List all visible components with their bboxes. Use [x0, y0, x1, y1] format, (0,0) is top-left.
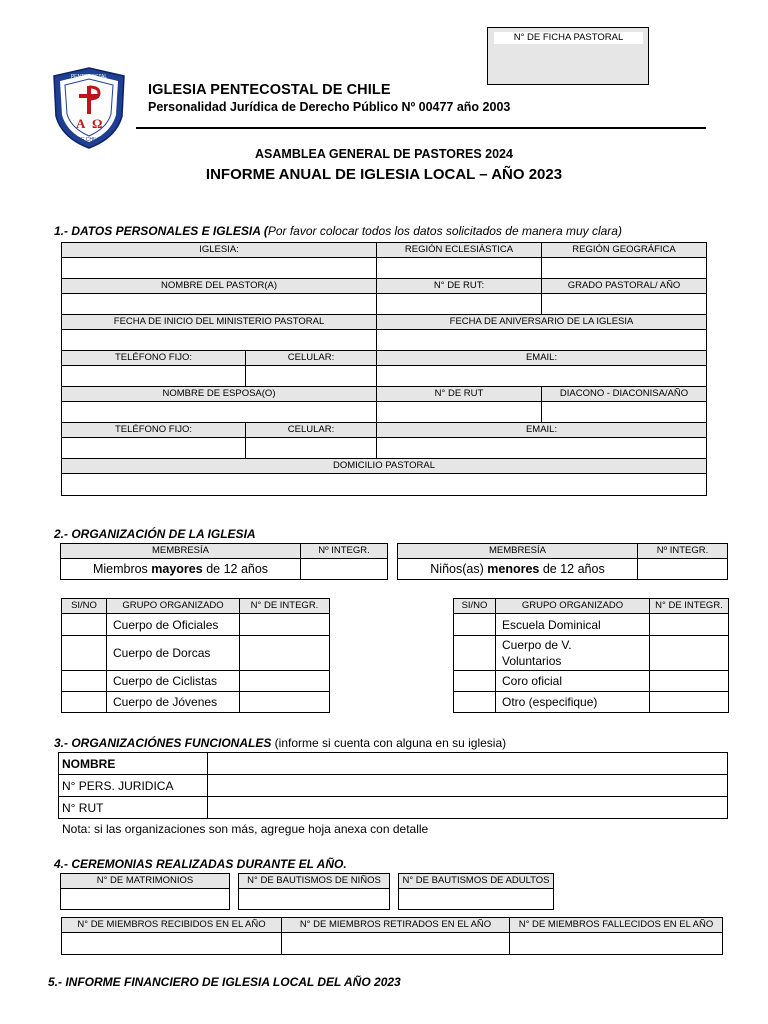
logo-alpha: A: [76, 116, 86, 131]
bautismos-adultos-label: N° DE BAUTISMOS DE ADULTOS: [399, 874, 554, 889]
membresia-label-2: MEMBRESÍA: [398, 544, 638, 559]
group-name: Otro (especifique): [496, 692, 650, 713]
assembly-title: ASAMBLEA GENERAL DE PASTORES 2024: [255, 147, 513, 161]
region-geografica-label: REGIÓN GEOGRÁFICA: [542, 243, 707, 258]
group-name: Cuerpo de Ciclistas: [107, 671, 240, 692]
group-name: Coro oficial: [496, 671, 650, 692]
telefono-label: TELÉFONO FIJO:: [62, 351, 246, 366]
section1-title: 1.- DATOS PERSONALES E IGLESIA (: [54, 224, 268, 238]
domicilio-field[interactable]: [62, 474, 707, 496]
sino-field[interactable]: [62, 636, 107, 671]
menores-row: Niños(as) menores de 12 años: [398, 559, 638, 580]
n-integ-label-2: N° DE INTEGR.: [650, 599, 729, 614]
integ-field[interactable]: [240, 671, 330, 692]
sino-field[interactable]: [62, 614, 107, 636]
rut2-label: N° DE RUT: [377, 387, 542, 402]
section3-note: (informe si cuenta con alguna en su iglesia): [271, 736, 507, 750]
integ-field[interactable]: [650, 671, 729, 692]
grupo-label: GRUPO ORGANIZADO: [107, 599, 240, 614]
church-seal-logo: [50, 66, 128, 150]
iglesia-label: IGLESIA:: [62, 243, 377, 258]
email2-field[interactable]: [377, 438, 707, 459]
rut3-label: N° RUT: [59, 797, 208, 819]
celular-field[interactable]: [246, 366, 377, 387]
org-subtitle: Personalidad Jurídica de Derecho Público Nº 00477 año 2003: [148, 100, 511, 114]
rut2-field[interactable]: [377, 402, 542, 423]
fecha-aniversario-label: FECHA DE ANIVERSARIO DE LA IGLESIA: [377, 315, 707, 330]
bautismos-adultos-field[interactable]: [399, 889, 554, 910]
esposa-field[interactable]: [62, 402, 377, 423]
email2-label: EMAIL:: [377, 423, 707, 438]
diacono-label: DIACONO - DIACONISA/AÑO: [542, 387, 707, 402]
sino-field[interactable]: [454, 692, 496, 713]
iglesia-field[interactable]: [62, 258, 377, 279]
miembros-table: [61, 917, 723, 955]
bautismos-ninos-table: [238, 873, 390, 910]
personal-data-table: [61, 242, 707, 496]
retirados-field[interactable]: [282, 933, 510, 955]
grado-pastoral-field[interactable]: [542, 294, 707, 315]
rut3-field[interactable]: [208, 797, 728, 819]
section5-title: 5.- INFORME FINANCIERO DE IGLESIA LOCAL DEL AÑO 2023: [48, 975, 401, 989]
logo-ring-bottom: DE CHILE: [77, 137, 101, 143]
email-field[interactable]: [377, 366, 707, 387]
section1-heading: [54, 224, 622, 238]
section4-title: 4.- CEREMONIAS REALIZADAS DURANTE EL AÑO.: [54, 857, 347, 871]
recibidos-label: N° DE MIEMBROS RECIBIDOS EN EL AÑO: [62, 918, 282, 933]
group-name: Cuerpo de Dorcas: [107, 636, 240, 671]
celular2-label: CELULAR:: [246, 423, 377, 438]
integ-field[interactable]: [240, 636, 330, 671]
integr-label-2: Nº INTEGR.: [638, 544, 728, 559]
logo-ring-top: PENTECOSTAL: [70, 74, 108, 80]
bautismos-ninos-label: N° DE BAUTISMOS DE NIÑOS: [239, 874, 390, 889]
logo-omega: Ω: [92, 116, 103, 131]
section3-footnote: Nota: si las organizaciones son más, agregue hoja anexa con detalle: [62, 822, 429, 836]
rut-field[interactable]: [377, 294, 542, 315]
pers-juridica-field[interactable]: [208, 775, 728, 797]
telefono-field[interactable]: [62, 366, 246, 387]
fallecidos-label: N° DE MIEMBROS FALLECIDOS EN EL AÑO: [510, 918, 723, 933]
sino-field[interactable]: [454, 636, 496, 671]
domicilio-label: DOMICILIO PASTORAL: [62, 459, 707, 474]
fecha-inicio-label: FECHA DE INICIO DEL MINISTERIO PASTORAL: [62, 315, 377, 330]
groups-left-table: [61, 598, 330, 713]
n-integ-label: N° DE INTEGR.: [240, 599, 330, 614]
membresia-mayores-table: [60, 543, 388, 580]
group-name: Cuerpo de Oficiales: [107, 614, 240, 636]
region-eclesiastica-field[interactable]: [377, 258, 542, 279]
groups-right-table: [453, 598, 729, 713]
ficha-pastoral-box[interactable]: [487, 27, 649, 85]
membresia-menores-table: [397, 543, 728, 580]
section3-title: 3.- ORGANIZACIÓNES FUNCIONALES: [54, 736, 272, 750]
matrimonios-label: N° DE MATRIMONIOS: [61, 874, 230, 889]
mayores-row: Miembros mayores de 12 años: [61, 559, 301, 580]
section1-note: Por favor colocar todos los datos solicitados de manera muy clara): [267, 224, 622, 238]
fecha-inicio-field[interactable]: [62, 330, 377, 351]
group-name: Cuerpo de Jóvenes: [107, 692, 240, 713]
sino-field[interactable]: [454, 614, 496, 636]
matrimonios-field[interactable]: [61, 889, 230, 910]
header-divider: [136, 127, 706, 129]
pastor-name-label: NOMBRE DEL PASTOR(A): [62, 279, 377, 294]
group-name: Escuela Dominical: [496, 614, 650, 636]
funcionales-table: [58, 752, 728, 819]
bautismos-ninos-field[interactable]: [239, 889, 390, 910]
section2-title: 2.- ORGANIZACIÓN DE LA IGLESIA: [54, 527, 256, 541]
integ-field[interactable]: [650, 692, 729, 713]
grado-pastoral-label: GRADO PASTORAL/ AÑO: [542, 279, 707, 294]
pastor-name-field[interactable]: [62, 294, 377, 315]
nombre-label: NOMBRE: [59, 753, 208, 775]
sino-label: SI/NO: [62, 599, 107, 614]
email-label: EMAIL:: [377, 351, 707, 366]
pers-juridica-label: N° PERS. JURIDICA: [59, 775, 208, 797]
fallecidos-field[interactable]: [510, 933, 723, 955]
membresia-label: MEMBRESÍA: [61, 544, 301, 559]
report-title: INFORME ANUAL DE IGLESIA LOCAL – AÑO 2023: [205, 166, 563, 183]
telefono2-label: TELÉFONO FIJO:: [62, 423, 246, 438]
integ-field[interactable]: [240, 614, 330, 636]
sino-field[interactable]: [454, 671, 496, 692]
region-geografica-field[interactable]: [542, 258, 707, 279]
fecha-aniversario-field[interactable]: [377, 330, 707, 351]
group-name: Cuerpo de V. Voluntarios: [496, 636, 650, 671]
recibidos-field[interactable]: [62, 933, 282, 955]
celular-label: CELULAR:: [246, 351, 377, 366]
rut-label: N° DE RUT:: [377, 279, 542, 294]
retirados-label: N° DE MIEMBROS RETIRADOS EN EL AÑO: [282, 918, 510, 933]
section3-heading: [54, 736, 506, 750]
integ-field[interactable]: [650, 614, 729, 636]
mayores-count-field[interactable]: [301, 559, 388, 580]
grupo-label-2: GRUPO ORGANIZADO: [496, 599, 650, 614]
sino-field[interactable]: [62, 692, 107, 713]
integr-label: Nº INTEGR.: [301, 544, 388, 559]
celular2-field[interactable]: [246, 438, 377, 459]
ficha-pastoral-label: N° DE FICHA PASTORAL: [494, 32, 643, 44]
menores-count-field[interactable]: [638, 559, 728, 580]
matrimonios-table: [60, 873, 230, 910]
bautismos-adultos-table: [398, 873, 554, 910]
integ-field[interactable]: [650, 636, 729, 671]
region-eclesiastica-label: REGIÓN ECLESIÁSTICA: [377, 243, 542, 258]
telefono2-field[interactable]: [62, 438, 246, 459]
esposa-label: NOMBRE DE ESPOSA(O): [62, 387, 377, 402]
org-name: IGLESIA PENTECOSTAL DE CHILE: [148, 82, 391, 98]
nombre-field[interactable]: [208, 753, 728, 775]
sino-label-2: SI/NO: [454, 599, 496, 614]
integ-field[interactable]: [240, 692, 330, 713]
sino-field[interactable]: [62, 671, 107, 692]
diacono-field[interactable]: [542, 402, 707, 423]
